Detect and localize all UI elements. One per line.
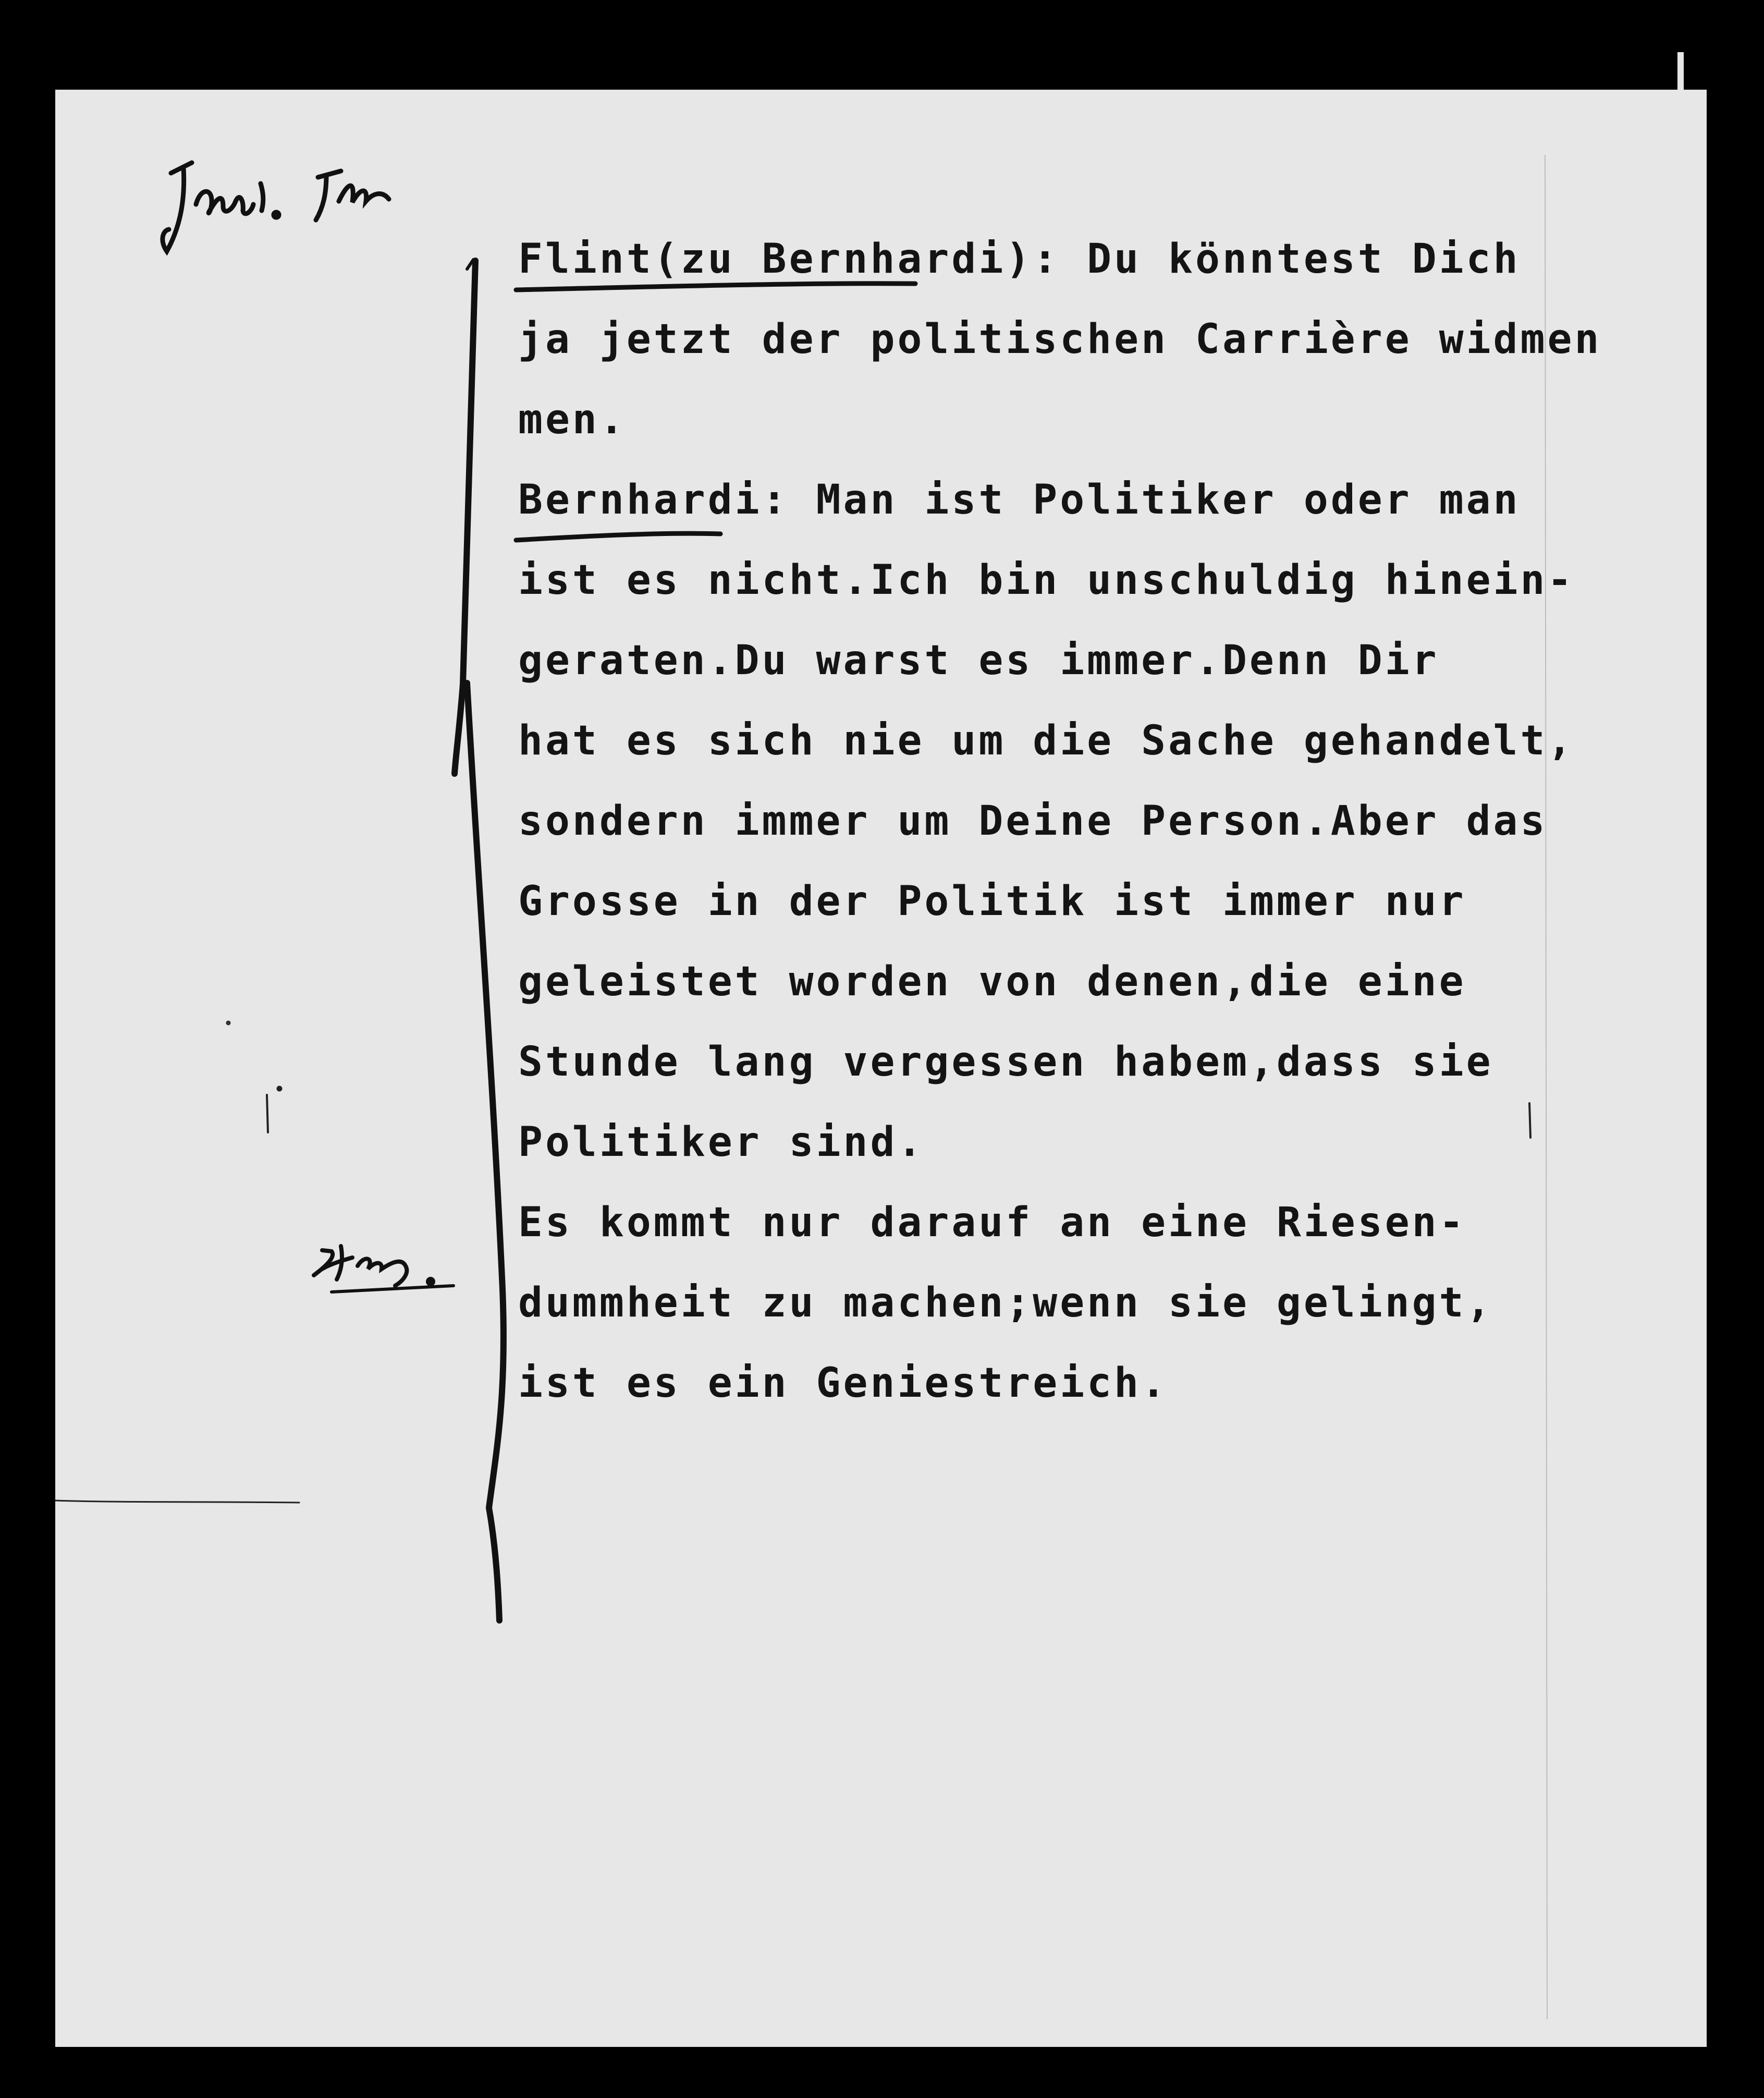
text-line: geraten.Du warst es immer.Denn Dir xyxy=(518,637,1439,684)
text-line: men. xyxy=(518,396,627,443)
text-line: Es kommt nur darauf an eine Riesen- xyxy=(518,1199,1466,1246)
text-line: ist es nicht.Ich bin unschuldig hinein- xyxy=(518,557,1575,604)
text-line: Politiker sind. xyxy=(518,1119,925,1166)
text-line: Stunde lang vergessen habem,dass sie xyxy=(518,1039,1493,1085)
text-line: ist es ein Geniestreich. xyxy=(518,1360,1169,1407)
text-line: sondern immer um Deine Person.Aber das xyxy=(518,798,1548,845)
margin-note-side xyxy=(314,1246,454,1292)
speaker-name: Bernhardi: xyxy=(518,477,789,523)
text-line: dummheit zu machen;wenn sie gelingt, xyxy=(518,1279,1493,1326)
text-line: Grosse in der Politik ist immer nur xyxy=(518,878,1466,925)
text-line: hat es sich nie um die Sache gehandelt, xyxy=(518,717,1575,764)
document-page xyxy=(55,90,1707,2047)
line-text: : Du könntest Dich xyxy=(1033,236,1521,283)
text-line xyxy=(518,460,1665,540)
margin-note-top xyxy=(163,163,389,251)
text-line: ja jetzt der politischen Carrière widmen xyxy=(518,316,1602,363)
text-line: geleistet worden von denen,die eine xyxy=(518,958,1466,1005)
line-text: Man ist Politiker oder man xyxy=(789,477,1521,523)
speaker-name: Flint(zu Bernhardi) xyxy=(518,236,1033,283)
margin-bracket xyxy=(455,260,504,1620)
text-line xyxy=(518,219,1665,299)
typed-text xyxy=(518,219,1665,1423)
